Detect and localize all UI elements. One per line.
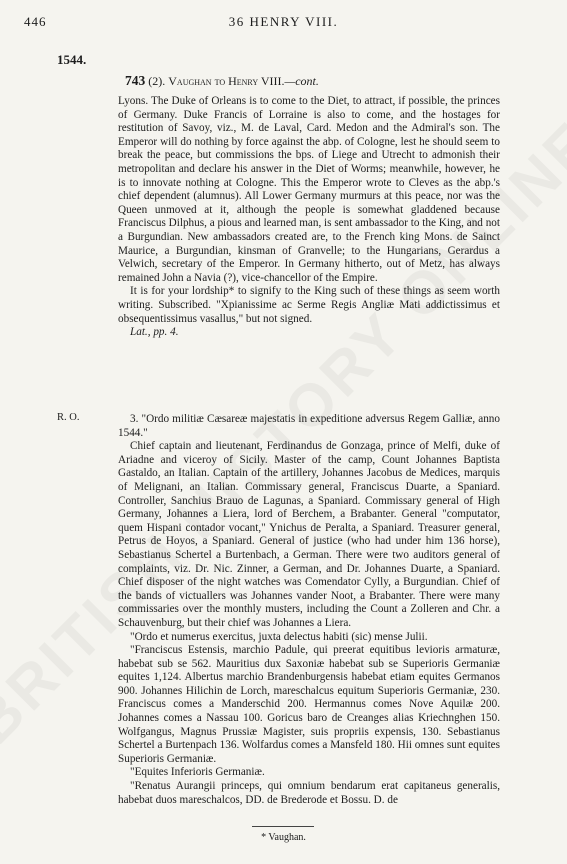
footnote: * Vaughan. xyxy=(261,832,306,843)
paragraph: It is for your lordship* to signify to the King such of these things as seem worth writing. Subscribed. "Xpianissime ac Serme Regis Angliæ Mati addictissimus et obsequentissimus vasallus," but not signed. xyxy=(118,285,500,325)
language-note: Lat., pp. 4. xyxy=(130,326,179,339)
order-of-army-body xyxy=(118,413,500,807)
page-number: 446 xyxy=(24,14,47,29)
paragraph: "Equites Inferioris Germaniæ. xyxy=(130,766,265,779)
entry-number: 743 xyxy=(125,73,146,88)
running-title: 36 HENRY VIII. xyxy=(228,14,339,29)
entry-cont: —cont. xyxy=(284,74,319,88)
entry-correspondents: Vaughan to Henry VIII. xyxy=(168,74,285,88)
paragraph: Chief captain and lieutenant, Ferdinandus de Gonzaga, prince of Melfi, duke of Ariadne and viceroy of Sicily. Master of the camp, Count Johannes Baptista Gastaldo, an Italian. Captain of the artillery, Johannes Jacobus de Medices, marquis of Melignani, an Italian. Commissary general, Franciscus Duarte, a Spaniard. Controller, Sanchius Brauo de Lagunas, a Spaniard. Commissary general of High Germany, Johannes a Liera, lord of Berchem, a Brabanter. General "computator, quem Hispani contador vocant," Ynichus de Peralta, a Spaniard. Treasurer general, Petrus de Hoyos, a Spaniard. General of justice (who had under him 136 horse), Sebastianus Schertel a Burtenbach, a German. There were two auditors general of complaints, viz. Dr. Nic. Zinner, a German, and Dr. Johannes Duarte, a Spaniard. Chief disposer of the night watches was Comendator Cylly, a Burgundian. Chief of the bands of victuallers was Johannes vander Noot, a Brabanter. There were many commissaries over the monthly musters, including the Count a Zolleren and Chr. a Schauvenburg, but their chief was Johannes a Liera. xyxy=(118,440,500,629)
letter-body xyxy=(118,95,500,340)
year-label: 1544. xyxy=(57,52,87,67)
margin-label: R. O. xyxy=(57,412,80,423)
entry-heading xyxy=(125,73,319,89)
paragraph: "Ordo et numerus exercitus, juxta delectus habiti (sic) mense Julii. xyxy=(130,630,428,643)
paragraph: 3. "Ordo militiæ Cæsareæ majestatis in expeditione adversus Regem Galliæ, anno 1544." xyxy=(118,413,500,439)
page-header xyxy=(0,14,567,32)
paragraph: Lyons. The Duke of Orleans is to come to the Diet, to attract, if possible, the princes of Germany. Duke Francis of Lorraine is also to come, and the hostages for restitution of Savoy, viz., M. de Laval, Card. Medon and the Admiral's son. The Emperor will do nothing by force against the abp. of Cologne, lest he should seem to break the peace, but commissions the bps. of Liege and Utrecht to admonish their metropolitan and declare his answer in the Diet of Worms; meanwhile, however, he is to innovate nothing at Cologne. This the Emperor wrote to Cleves as the abp.'s chief dependent (alumnus). All Lower Germany murmurs at this peace, nor was the Queen unmoved at it, although the people is somewhat gladdened because Franciscus Dilphus, a pious and learned man, is sent ambassador to the King, and not a Burgundian. New ambassadors created are, to the French king Mons. de Sainct Maurice, a Burgundian, kinsman of Granvelle; to the Hungarians, Gerardus a Velwich, secretary of the Emperor. In Germany hitherto, out of Metz, has always remained John a Navia (?), vice-chancellor of the Empire. xyxy=(118,95,500,284)
entry-number-suffix: (2). xyxy=(145,74,166,88)
footnote-divider xyxy=(252,826,314,827)
paragraph: "Franciscus Estensis, marchio Padule, qui preerat equitibus levioris armaturæ, habebat sub se 562. Mauritius dux Saxoniæ habebat sub se Superioris Germaniæ equites 1,124. Albertus marchio Brandenburgensis habebat etiam equites Germanos 900. Johannes Hilichin de Lorch, mareschalcus equitum Superioris Germaniæ, 230. Franciscus comes a Manderschid 200. Hermannus comes Nove Aquilæ 200. Johannes comes a Nassau 100. Goricus baro de Creanges alias Kriechnghen 150. Wolfgangus, Magnus Prussiæ Magister, suis propriis expensis, 130. Sebastianus Schertel a Burtenpach 136. Wolfardus comes a Mansfeld 180. Hii omnes sunt equites Superioris Germaniæ. xyxy=(118,644,500,765)
paragraph: "Renatus Aurangii princeps, qui omnium bendarum erat capitaneus generalis, habebat duos mareschalcos, DD. de Brederode et Bossu. D. de xyxy=(118,780,500,806)
